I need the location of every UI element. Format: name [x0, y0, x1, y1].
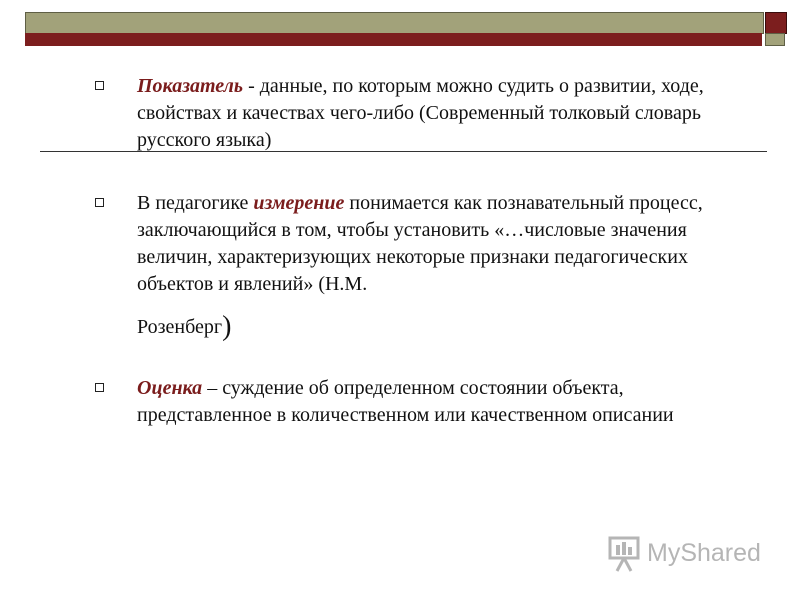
item-text — [137, 375, 755, 429]
term-measurement: измерение — [253, 192, 345, 214]
item-text — [137, 190, 755, 341]
square-bullet-icon — [95, 81, 104, 90]
term-assessment: Оценка — [137, 377, 203, 399]
square-bullet-icon — [95, 198, 104, 207]
list-item — [95, 190, 755, 341]
header-accent-line — [25, 33, 762, 46]
definition-text: - данные, по которым можно судить о развитии, ходе, свойствах и качествах чего-либо (Современный толковый словарь русского языка) — [137, 75, 704, 151]
closing-paren: ) — [222, 311, 232, 342]
list-item — [95, 375, 755, 429]
term-indicator: Показатель — [137, 75, 244, 97]
definition-text: понимается как познавательный процесс, заключающийся в том, чтобы установить «…числовые значения величин, характеризующих некоторые признаки педагогических объектов и явлений» (Н.М. — [137, 192, 703, 295]
corner-square-bottom — [765, 33, 785, 46]
author-name: Розенберг — [137, 316, 223, 338]
presentation-board-icon — [607, 535, 643, 573]
item-text — [137, 73, 755, 154]
square-bullet-icon — [95, 383, 104, 392]
watermark-text: MyShared — [647, 539, 761, 567]
header-band — [25, 12, 764, 34]
watermark-logo — [607, 535, 767, 575]
prefix-text: В педагогике — [137, 192, 254, 214]
list-item — [95, 73, 755, 154]
corner-square-top — [765, 12, 787, 34]
definition-text: – суждение об определенном состоянии объекта, представленное в количественном или качественном описании — [137, 377, 674, 426]
